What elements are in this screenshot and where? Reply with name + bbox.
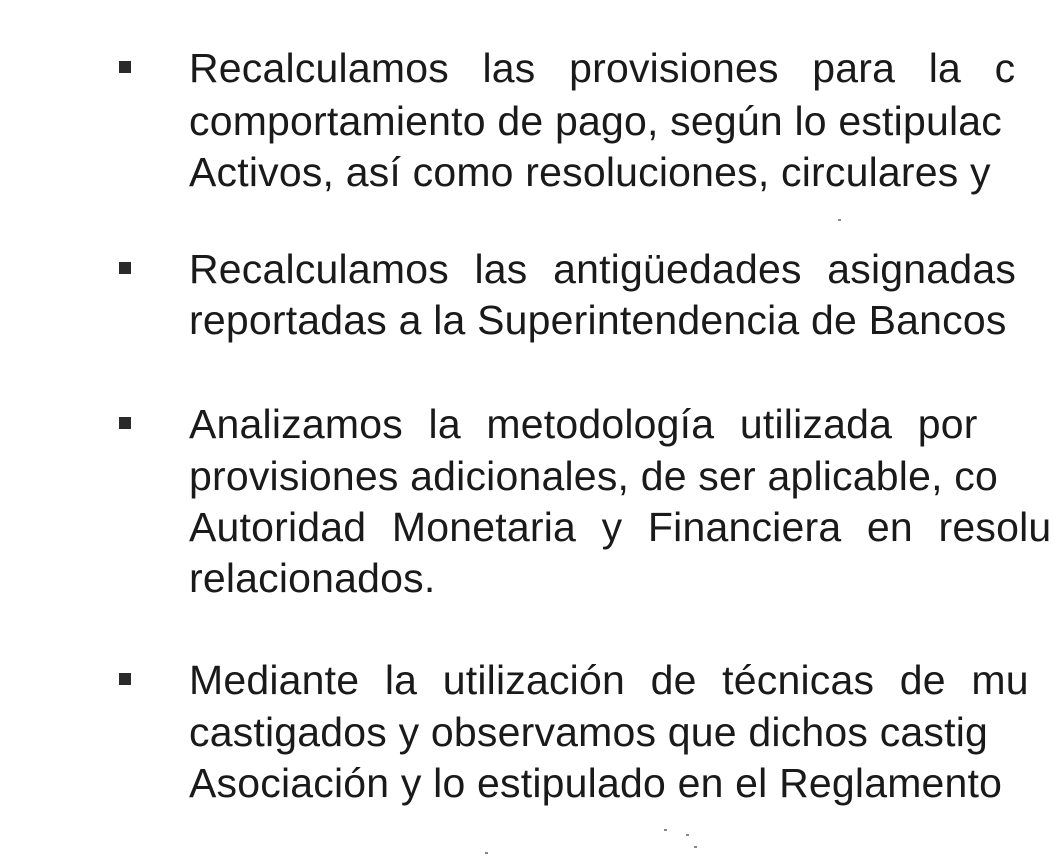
square-bullet-icon (119, 417, 131, 429)
bullet-text-line: relacionados. (189, 555, 436, 601)
square-bullet-icon (119, 61, 131, 73)
scan-speck (485, 852, 488, 854)
bullet-text-line: Mediante la utilización de técnicas de mu (189, 657, 1029, 703)
bullet-text-line: comportamiento de pago, según lo estipulac (189, 98, 1002, 144)
bullet-text-line: Recalculamos las antigüedades asignadas (189, 246, 1017, 292)
bullet-text-line: castigados y observamos que dichos castig (189, 709, 989, 755)
bullet-text-line: Activos, así como resoluciones, circulares y (189, 149, 991, 195)
bullet-text-line: reportadas a la Superintendencia de Bancos (189, 297, 1007, 343)
bullet-text-line: Analizamos la metodología utilizada por (189, 401, 978, 447)
scan-speck (694, 846, 697, 848)
square-bullet-icon (119, 262, 131, 274)
scan-speck (838, 219, 841, 221)
square-bullet-icon (119, 673, 131, 685)
bullet-text-line: Recalculamos las provisiones para la c (189, 45, 1016, 91)
bullet-text-line: provisiones adicionales, de ser aplicable, co (189, 453, 998, 499)
scan-speck (686, 834, 689, 836)
scan-speck (664, 829, 667, 831)
bullet-text-line: Autoridad Monetaria y Financiera en resolu (189, 504, 1052, 550)
bullet-text-line: Asociación y lo estipulado en el Reglamento (189, 760, 1003, 806)
